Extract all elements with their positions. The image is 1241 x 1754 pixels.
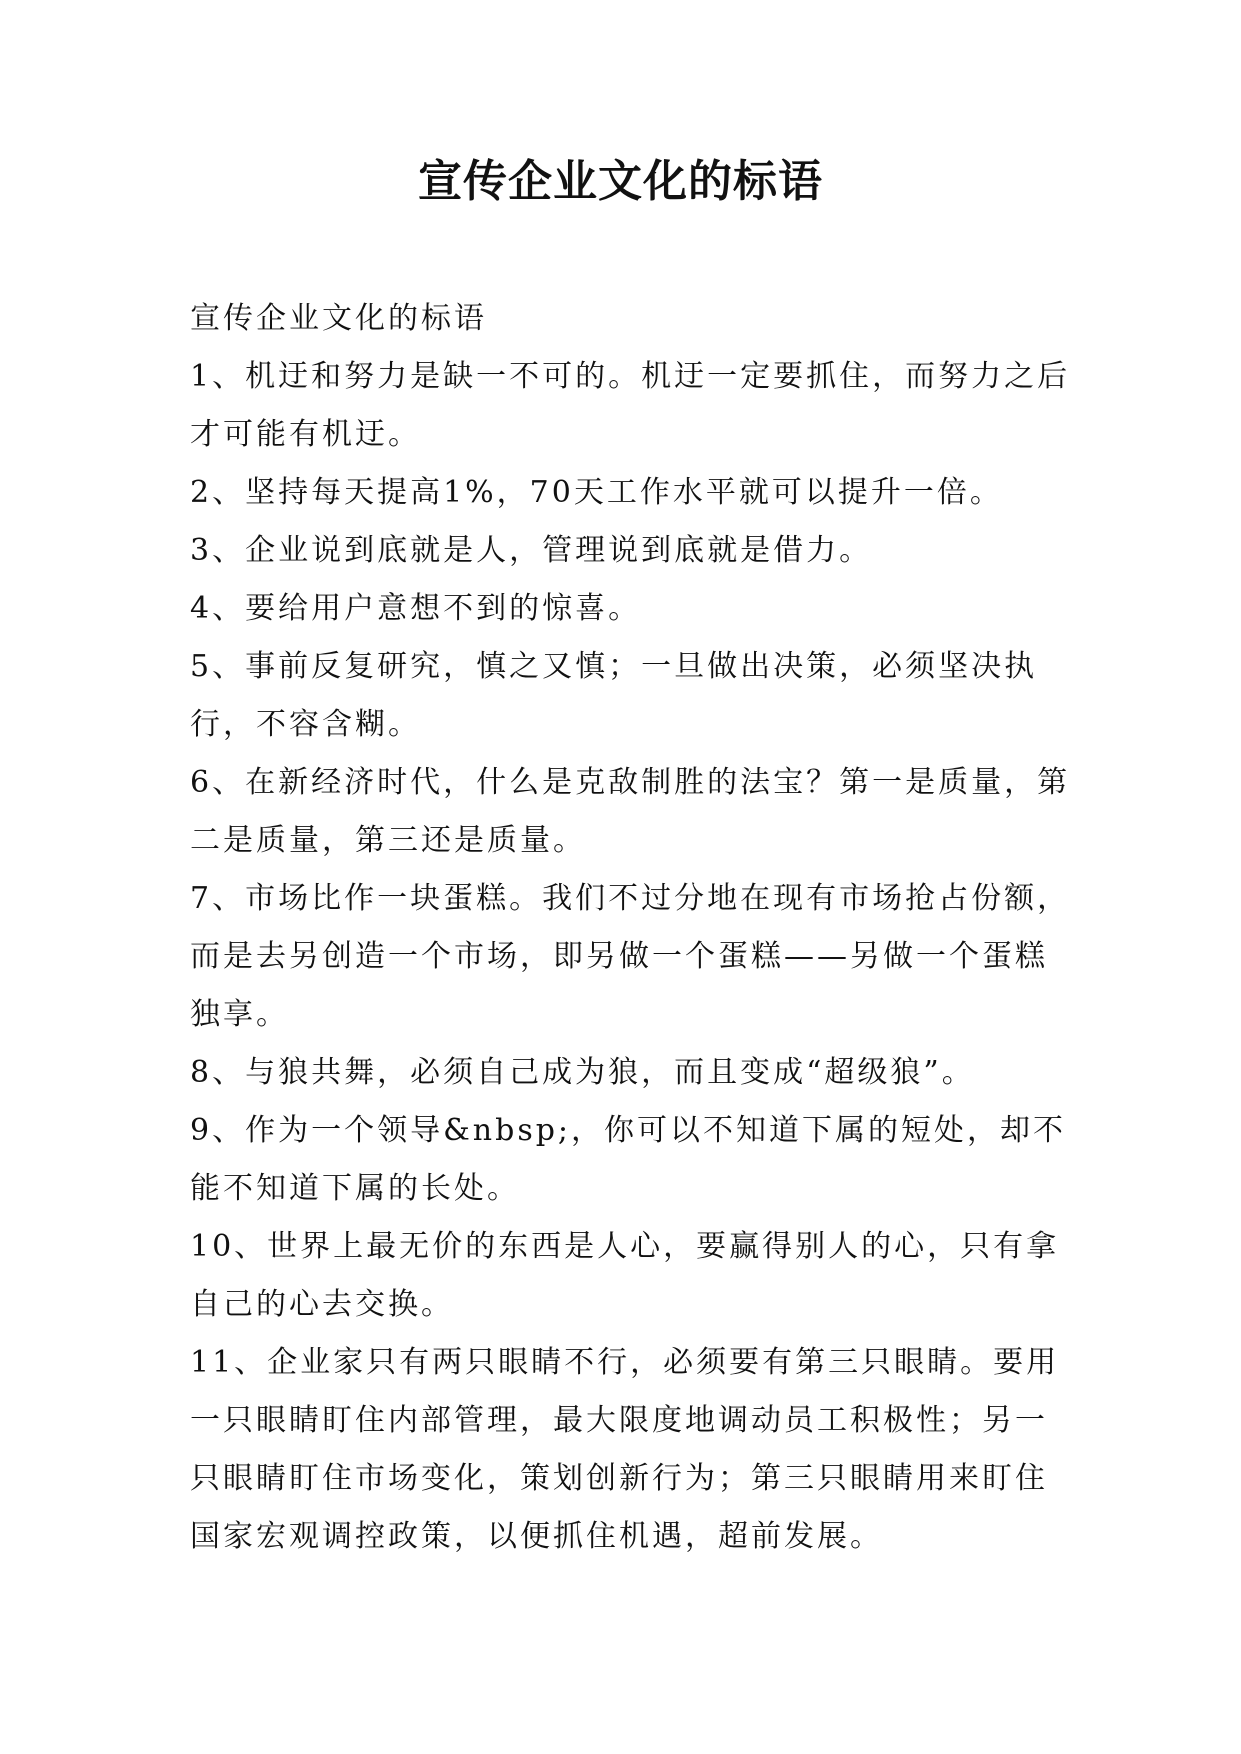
slogan-item-8: 8、与狼共舞，必须自己成为狼，而且变成“超级狼”。: [190, 1055, 975, 1090]
slogan-item-6: 6、在新经济时代，什么是克敌制胜的法宝？第一是质量，第二是质量，第三还是质量。: [190, 765, 1071, 858]
slogan-item-2: 2、坚持每天提高1%，70天工作水平就可以提升一倍。: [190, 475, 1003, 510]
document-title: 宣传企业文化的标语: [418, 156, 823, 207]
slogan-item-5: 5、事前反复研究，慎之又慎；一旦做出决策，必须坚决执行，不容含糊。: [190, 649, 1038, 742]
slogan-item-7: 7、市场比作一块蛋糕。我们不过分地在现有市场抢占份额，而是去另创造一个市场，即另做一个蛋糕——另做一个蛋糕独享。: [190, 881, 1071, 1032]
document-subtitle: 宣传企业文化的标语: [190, 301, 487, 336]
slogan-item-3: 3、企业说到底就是人，管理说到底就是借力。: [190, 533, 873, 568]
slogan-item-4: 4、要给用户意想不到的惊喜。: [190, 591, 642, 626]
slogan-item-11: 11、企业家只有两只眼睛不行，必须要有第三只眼睛。要用一只眼睛盯住内部管理，最大限度地调动员工积极性；另一只眼睛盯住市场变化，策划创新行为；第三只眼睛用来盯住国家宏观调控政策，以便抓住机遇，超前发展。: [190, 1345, 1060, 1554]
slogan-item-9: 9、作为一个领导&nbsp;，你可以不知道下属的短处，却不能不知道下属的长处。: [190, 1113, 1067, 1206]
slogan-item-10: 10、世界上最无价的东西是人心，要赢得别人的心，只有拿自己的心去交换。: [190, 1229, 1060, 1322]
document-body: [190, 290, 1072, 1566]
slogan-item-1: 1、机迂和努力是缺一不可的。机迂一定要抓住，而努力之后才可能有机迂。: [190, 359, 1071, 452]
